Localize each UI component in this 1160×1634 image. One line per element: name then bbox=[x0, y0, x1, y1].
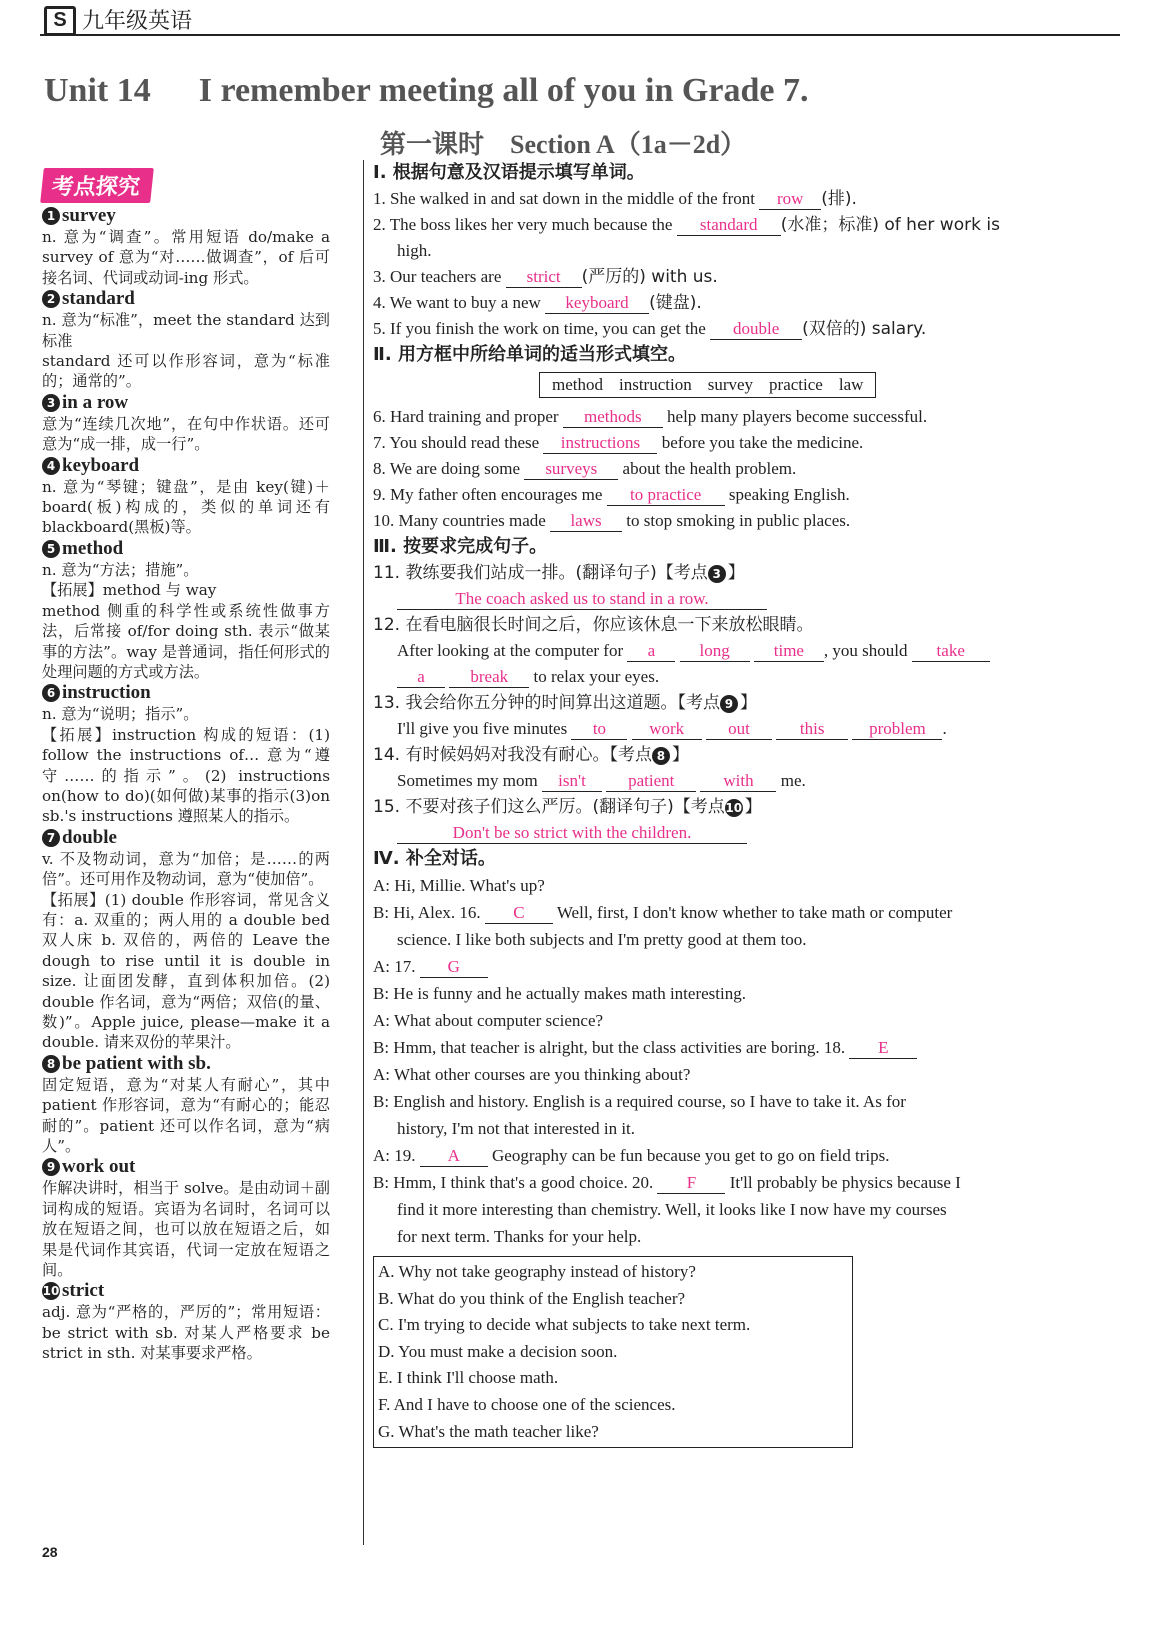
key-point-head bbox=[42, 455, 330, 477]
question-3 bbox=[373, 264, 1073, 290]
q7-rest: before you take the medicine. bbox=[657, 433, 864, 452]
key-point-body bbox=[42, 1075, 330, 1157]
question-2 bbox=[373, 212, 1073, 238]
option-b: B. What do you think of the English teacher? bbox=[378, 1288, 686, 1308]
option-c: C. I'm trying to decide what subjects to take next term. bbox=[378, 1315, 751, 1335]
q14-text: Sometimes my mom bbox=[397, 771, 542, 790]
dialogue-line-5: A: What about computer science? bbox=[373, 1011, 604, 1030]
dialogue-line-10-cont-1: find it more interesting than chemistry. Well, it looks like I now have my courses bbox=[397, 1200, 947, 1219]
unit-name: I remember meeting all of you in Grade 7. bbox=[198, 72, 809, 109]
q15-end: 】 bbox=[744, 797, 762, 817]
l3-text: A: 17. bbox=[373, 957, 420, 976]
key-point-number: 7 bbox=[42, 829, 60, 847]
question-13 bbox=[373, 690, 1073, 716]
key-point-paragraph: v. 不及物动词，意为“加倍；是……的两倍”。还可用作及物动词，意为“使加倍”。 bbox=[42, 849, 330, 889]
question-11 bbox=[373, 560, 1073, 586]
key-point-4 bbox=[42, 455, 330, 538]
key-point-head bbox=[42, 827, 330, 849]
key-point-paragraph: n. 意为“方法；措施”。 bbox=[42, 560, 199, 579]
q3-text: 3. Our teachers are bbox=[373, 267, 506, 286]
section-1-title: Ⅰ. 根据句意及汉语提示填写单词。 bbox=[373, 162, 645, 183]
question-13-line bbox=[373, 716, 1073, 742]
q13-answer-2[interactable]: work bbox=[632, 719, 702, 740]
unit-number: Unit 14 bbox=[44, 72, 151, 109]
question-5 bbox=[373, 316, 1073, 342]
question-9 bbox=[373, 482, 1073, 508]
q1-text: 1. She walked in and sat down in the middle of the front bbox=[373, 189, 760, 208]
key-point-term: be patient with sb. bbox=[62, 1052, 211, 1074]
key-point-number: 4 bbox=[42, 457, 60, 475]
key-point-body bbox=[42, 849, 330, 1053]
key-point-body bbox=[42, 477, 330, 538]
key-point-paragraph: 意为“连续几次地”，在句中作状语。还可意为“成一排，成一行”。 bbox=[42, 414, 330, 454]
key-point-7 bbox=[42, 827, 330, 1053]
q6-text: 6. Hard training and proper bbox=[373, 407, 563, 426]
question-4 bbox=[373, 290, 1073, 316]
q7-text: 7. You should read these bbox=[373, 433, 544, 452]
key-point-number: 6 bbox=[42, 684, 60, 702]
page-number: 28 bbox=[42, 1544, 58, 1560]
option-e: E. I think I'll choose math. bbox=[378, 1368, 559, 1388]
l2-rest: Well, first, I don't know whether to take math or computer bbox=[552, 903, 953, 922]
q8-answer[interactable]: surveys bbox=[524, 459, 618, 480]
options-box bbox=[373, 1256, 853, 1448]
key-point-10 bbox=[42, 1280, 330, 1363]
dialogue-line-10-cont-2: for next term. Thanks for your help. bbox=[397, 1227, 642, 1246]
q14-answer-3[interactable]: with bbox=[700, 771, 776, 792]
key-point-6 bbox=[42, 682, 330, 826]
q11-prompt: 11. 教练要我们站成一排。(翻译句子)【考点 bbox=[373, 563, 708, 583]
key-point-number: 9 bbox=[42, 1158, 60, 1176]
q10-rest: to stop smoking in public places. bbox=[622, 511, 851, 530]
q9-answer[interactable]: to practice bbox=[607, 485, 725, 506]
q13-tag: 9 bbox=[720, 695, 738, 713]
q4-hint: (键盘). bbox=[649, 293, 702, 313]
q9-rest: speaking English. bbox=[724, 485, 850, 504]
q13-answer-3[interactable]: out bbox=[706, 719, 772, 740]
key-point-number: 8 bbox=[42, 1055, 60, 1073]
key-point-head bbox=[42, 1280, 330, 1302]
q14-end: 】 bbox=[671, 745, 689, 765]
key-point-paragraph: method 侧重的科学性或系统性做事方法，后常接 of/for doing sth. 表示“做某事的方法”。way 是普通词，指任何形式的处理问题的方式或方法。 bbox=[42, 601, 330, 681]
option-a: A. Why not take geography instead of history? bbox=[378, 1262, 696, 1281]
key-point-head bbox=[42, 205, 330, 227]
key-point-paragraph: 固定短语，意为“对某人有耐心”，其中 patient 作形容词，意为“有耐心的；能忍耐的”。patient 还可以作名词，意为“病人”。 bbox=[42, 1075, 330, 1156]
question-12: 12. 在看电脑很长时间之后，你应该休息一下来放松眼睛。 bbox=[373, 615, 814, 635]
q11-tag: 3 bbox=[708, 565, 726, 583]
key-point-paragraph: 【拓展】(1) double 作形容词，常见含义有：a. 双重的；两人用的 a double bed 双人床 b. 双倍的，两倍的 Leave the dough to rise until it is double in size. 让面团发酵，直到体积加倍。(2) double 作名词，意为“两倍；双倍(的量、数)”。Apple juice, please—make it a double. 请来双份的苹果汁。 bbox=[42, 890, 330, 1052]
q12-mid: , you should bbox=[823, 641, 912, 660]
key-points-badge: 考点探究 bbox=[40, 168, 154, 203]
question-12-line-2 bbox=[373, 664, 1073, 690]
key-point-number: 3 bbox=[42, 394, 60, 412]
q11-answer[interactable]: The coach asked us to stand in a row. bbox=[397, 589, 767, 610]
key-point-paragraph: 作解决讲时，相当于 solve。是由动词＋副词构成的短语。宾语为名词时，名词可以放在短语之间，也可以放在短语之后，如果是代词作其宾语，代词一定放在短语之间。 bbox=[42, 1179, 330, 1280]
q1-answer[interactable]: row bbox=[759, 189, 821, 210]
key-point-head bbox=[42, 682, 330, 704]
q5-answer[interactable]: double bbox=[710, 319, 802, 340]
key-point-head bbox=[42, 538, 330, 560]
question-12-line-1 bbox=[373, 638, 1073, 664]
key-point-head bbox=[42, 288, 330, 310]
q12-answer-3[interactable]: time bbox=[754, 641, 824, 662]
q5-text: 5. If you finish the work on time, you can get the bbox=[373, 319, 711, 338]
dialogue-line-1: A: Hi, Millie. What's up? bbox=[373, 876, 545, 895]
key-point-head bbox=[42, 1156, 330, 1178]
question-8 bbox=[373, 456, 1073, 482]
question-11-answer-line bbox=[373, 586, 1073, 612]
q4-text: 4. We want to buy a new bbox=[373, 293, 546, 312]
q13-end-mark: . bbox=[942, 719, 947, 738]
dialogue-line-7: A: What other courses are you thinking about? bbox=[373, 1065, 691, 1084]
q2-text: 2. The boss likes her very much because the bbox=[373, 215, 677, 234]
key-point-term: double bbox=[62, 826, 117, 848]
q13-end: 】 bbox=[739, 693, 757, 713]
key-point-paragraph: n. 意为“调查”。常用短语 do/make a survey of 意为“对……做调查”，of 后可接名词、代词或动词-ing 形式。 bbox=[42, 228, 330, 287]
key-point-body bbox=[42, 227, 330, 288]
q2-answer[interactable]: standard bbox=[677, 215, 781, 236]
key-point-9 bbox=[42, 1156, 330, 1280]
q3-answer[interactable]: strict bbox=[506, 267, 582, 288]
dialogue-line-4: B: He is funny and he actually makes math interesting. bbox=[373, 984, 746, 1003]
key-point-paragraph: n. 意为“标准”，meet the standard 达到标准 bbox=[42, 311, 330, 350]
q2-hint: (水准；标准) of her work is bbox=[780, 215, 1000, 235]
key-point-number: 2 bbox=[42, 290, 60, 308]
dialogue-line-2 bbox=[373, 899, 1073, 926]
key-point-body bbox=[42, 310, 330, 392]
q15-tag: 10 bbox=[725, 801, 743, 815]
key-point-body bbox=[42, 414, 330, 455]
l9-text: A: 19. bbox=[373, 1146, 420, 1165]
key-point-term: instruction bbox=[62, 682, 151, 704]
word-1: method bbox=[552, 375, 603, 394]
key-point-body bbox=[42, 560, 330, 682]
key-point-paragraph: n. 意为“琴键；键盘”，是由 key(键)＋board(板)构成的，类似的单词还有 blackboard(黑板)等。 bbox=[42, 477, 330, 537]
key-point-number: 10 bbox=[42, 1284, 60, 1299]
word-4: practice bbox=[769, 375, 823, 394]
q13-answer-4[interactable]: this bbox=[776, 719, 848, 740]
dialogue-line-3 bbox=[373, 953, 1073, 980]
key-point-paragraph: n. 意为“说明；指示”。 bbox=[42, 705, 199, 724]
q12-answer-1[interactable]: a bbox=[627, 641, 675, 662]
q12-answer-5[interactable]: a bbox=[397, 667, 445, 688]
key-point-body bbox=[42, 1178, 330, 1280]
key-point-term: strict bbox=[62, 1280, 105, 1302]
key-points-list bbox=[42, 205, 330, 1364]
q8-text: 8. We are doing some bbox=[373, 459, 525, 478]
page-header bbox=[40, 2, 1120, 36]
question-15-answer-line bbox=[373, 820, 1073, 846]
q15-answer[interactable]: Don't be so strict with the children. bbox=[397, 823, 747, 844]
q8-rest: about the health problem. bbox=[618, 459, 797, 478]
q16-answer[interactable]: C bbox=[485, 903, 553, 924]
book-title: 九年级英语 bbox=[82, 9, 193, 34]
question-2-cont: high. bbox=[397, 241, 432, 260]
key-point-number: 1 bbox=[42, 207, 60, 225]
question-6 bbox=[373, 404, 1073, 430]
l10-rest: It'll probably be physics because I bbox=[725, 1173, 961, 1192]
q12-answer-2[interactable]: long bbox=[680, 641, 750, 662]
word-box bbox=[539, 372, 876, 398]
q6-answer[interactable]: methods bbox=[563, 407, 663, 428]
question-14-line bbox=[373, 768, 1073, 794]
q14-tag: 8 bbox=[652, 747, 670, 765]
key-point-term: keyboard bbox=[62, 454, 140, 476]
key-point-body bbox=[42, 1302, 330, 1363]
question-1 bbox=[373, 186, 1073, 212]
q7-answer[interactable]: instructions bbox=[543, 433, 657, 454]
publisher-logo: S bbox=[44, 6, 76, 36]
key-point-body bbox=[42, 704, 330, 826]
key-point-term: in a row bbox=[62, 391, 129, 413]
column-divider bbox=[363, 160, 364, 1545]
word-2: instruction bbox=[619, 375, 692, 394]
lesson-title: 第一课时 Section A（1a－2d） bbox=[380, 130, 747, 159]
q14-answer-1[interactable]: isn't bbox=[542, 771, 602, 792]
key-points-column bbox=[42, 168, 330, 1364]
key-point-2 bbox=[42, 288, 330, 392]
q13-text: I'll give you five minutes bbox=[397, 719, 572, 738]
dialogue-line-9 bbox=[373, 1142, 1073, 1169]
key-point-paragraph: standard 还可以作形容词，意为“标准的；通常的”。 bbox=[42, 352, 330, 391]
key-point-1 bbox=[42, 205, 330, 288]
key-point-head bbox=[42, 392, 330, 414]
dialogue-line-10 bbox=[373, 1169, 1073, 1196]
q15-prompt: 15. 不要对孩子们这么严厉。(翻译句子)【考点 bbox=[373, 797, 725, 817]
dialogue-line-2-cont: science. I like both subjects and I'm pretty good at them too. bbox=[397, 930, 807, 949]
option-g: G. What's the math teacher like? bbox=[378, 1421, 599, 1441]
l2-text: B: Hi, Alex. 16. bbox=[373, 903, 485, 922]
key-point-term: method bbox=[62, 537, 124, 559]
q17-answer[interactable]: G bbox=[420, 957, 488, 978]
key-point-term: work out bbox=[62, 1156, 136, 1178]
q20-answer[interactable]: F bbox=[657, 1173, 725, 1194]
key-point-5 bbox=[42, 538, 330, 682]
q14-answer-2[interactable]: patient bbox=[606, 771, 696, 792]
question-14 bbox=[373, 742, 1073, 768]
key-point-term: standard bbox=[62, 288, 135, 310]
q13-answer-1[interactable]: to bbox=[571, 719, 627, 740]
exercise-column bbox=[373, 160, 1073, 1448]
q14-rest: me. bbox=[776, 771, 806, 790]
l10-text: B: Hmm, I think that's a good choice. 20. bbox=[373, 1173, 658, 1192]
q3-hint: (严厉的) with us. bbox=[581, 267, 718, 287]
l6-text: B: Hmm, that teacher is alright, but the class activities are boring. 18. bbox=[373, 1038, 850, 1057]
q19-answer[interactable]: A bbox=[420, 1146, 488, 1167]
key-point-head bbox=[42, 1053, 330, 1075]
option-f: F. And I have to choose one of the sciences. bbox=[378, 1394, 676, 1414]
dialogue-line-8: B: English and history. English is a required course, so I have to take it. As for bbox=[373, 1092, 906, 1111]
q9-text: 9. My father often encourages me bbox=[373, 485, 607, 504]
question-7 bbox=[373, 430, 1073, 456]
section-2-title: Ⅱ. 用方框中所给单词的适当形式填空。 bbox=[373, 344, 686, 365]
q18-answer[interactable]: E bbox=[849, 1038, 917, 1059]
q11-end: 】 bbox=[727, 563, 745, 583]
word-5: law bbox=[838, 375, 864, 394]
key-point-paragraph: adj. 意为“严格的，严厉的”；常用短语：be strict with sb. 对某人严格要求 be strict in sth. 对某事要求严格。 bbox=[42, 1303, 330, 1363]
section-4-title: Ⅳ. 补全对话。 bbox=[373, 848, 496, 869]
q6-rest: help many players become successful. bbox=[662, 407, 928, 426]
q12-end: to relax your eyes. bbox=[529, 667, 660, 686]
q4-answer[interactable]: keyboard bbox=[545, 293, 649, 314]
dialogue bbox=[373, 872, 1073, 1250]
key-point-8 bbox=[42, 1053, 330, 1157]
question-15 bbox=[373, 794, 1073, 820]
q5-hint: (双倍的) salary. bbox=[802, 319, 927, 339]
q14-prompt: 14. 有时候妈妈对我没有耐心。【考点 bbox=[373, 745, 652, 765]
key-point-term: survey bbox=[62, 205, 116, 226]
key-point-number: 5 bbox=[42, 540, 60, 558]
l9-rest: Geography can be fun because you get to go on field trips. bbox=[487, 1146, 890, 1165]
word-3: survey bbox=[707, 375, 754, 394]
q12-text: After looking at the computer for bbox=[397, 641, 628, 660]
unit-title bbox=[44, 72, 808, 110]
dialogue-line-6 bbox=[373, 1034, 1073, 1061]
key-point-paragraph: 【拓展】instruction 构成的短语：(1) follow the instructions of… 意为“遵守……的指示”。(2) instructions on(how to do)(如何做)某事的指示(3)on sb.'s instructions 遵照某人的指示。 bbox=[42, 725, 330, 826]
key-point-paragraph: 【拓展】method 与 way bbox=[42, 581, 217, 600]
q10-answer[interactable]: laws bbox=[550, 511, 622, 532]
dialogue-line-8-cont: history, I'm not that interested in it. bbox=[397, 1119, 636, 1138]
q1-hint: (排). bbox=[821, 189, 857, 209]
section-3-title: Ⅲ. 按要求完成句子。 bbox=[373, 536, 548, 557]
q13-prompt: 13. 我会给你五分钟的时间算出这道题。【考点 bbox=[373, 693, 720, 713]
question-10 bbox=[373, 508, 1073, 534]
q10-text: 10. Many countries made bbox=[373, 511, 551, 530]
q13-answer-5[interactable]: problem bbox=[852, 719, 942, 740]
key-point-3 bbox=[42, 392, 330, 455]
option-d: D. You must make a decision soon. bbox=[378, 1341, 618, 1361]
q12-answer-6[interactable]: break bbox=[449, 667, 529, 688]
q12-answer-4[interactable]: take bbox=[912, 641, 990, 662]
